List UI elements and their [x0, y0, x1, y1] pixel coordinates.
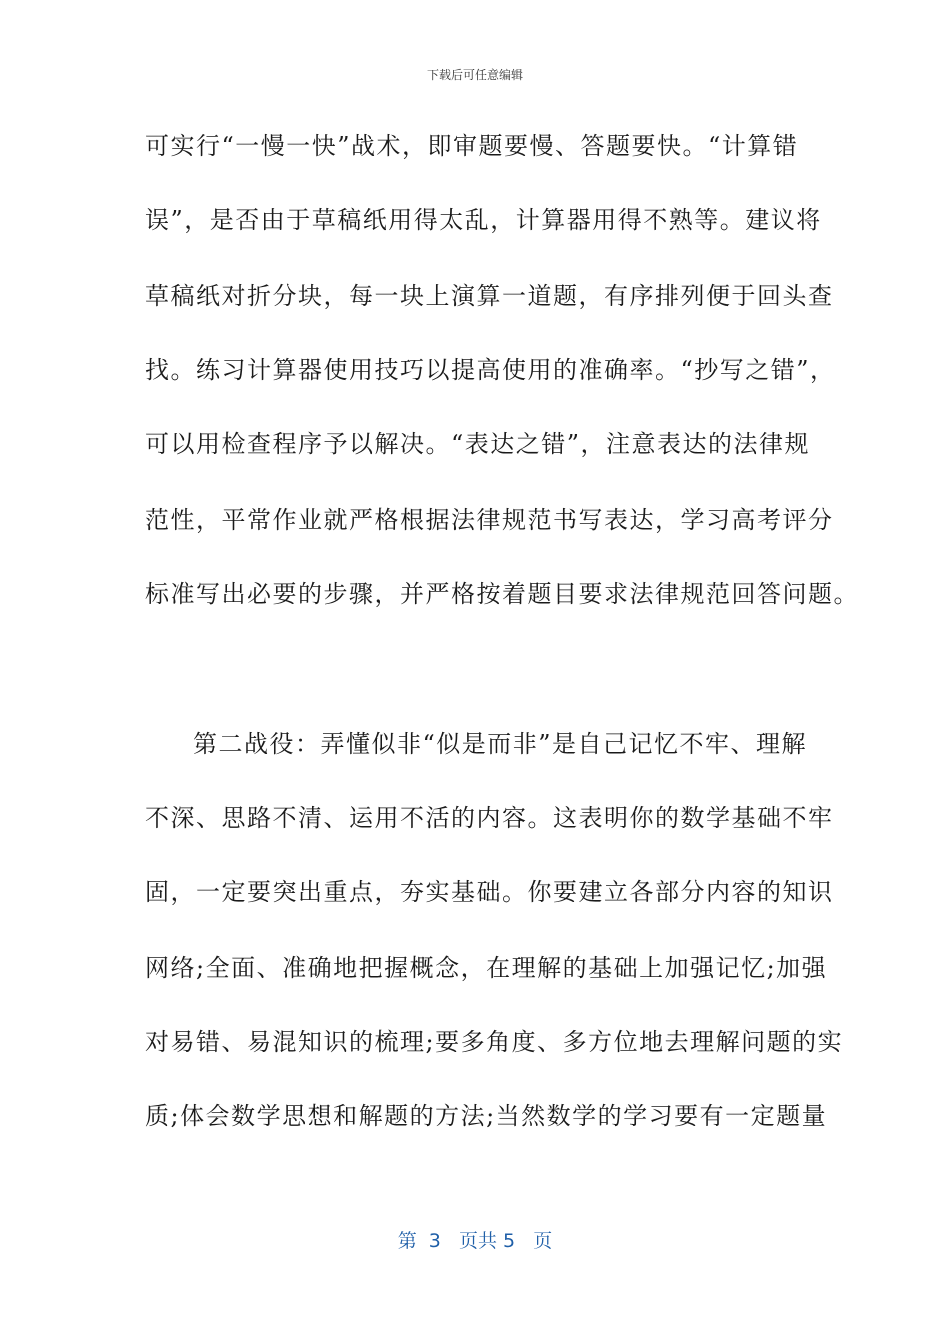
text-line: 误”，是否由于草稿纸用得太乱，计算器用得不熟等。建议将	[145, 206, 822, 234]
text-line: 网络;全面、准确地把握概念，在理解的基础上加强记忆;加强	[145, 954, 828, 982]
text-line: 可以用检查程序予以解决。“表达之错”，注意表达的法律规	[145, 430, 811, 458]
text-line: 草稿纸对折分块，每一块上演算一道题，有序排列便于回头查	[145, 282, 834, 310]
text-line: 范性，平常作业就严格根据法律规范书写表达，学习高考评分	[145, 506, 834, 534]
text-line: 对易错、易混知识的梳理;要多角度、多方位地去理解问题的实	[145, 1028, 844, 1056]
text-line: 质;体会数学思想和解题的方法;当然数学的学习要有一定题量	[145, 1102, 828, 1130]
text-line: 可实行“一慢一快”战术，即审题要慢、答题要快。“计算错	[145, 132, 799, 160]
text-line: 第二战役：弄懂似非“似是而非”是自己记忆不牢、理解	[193, 730, 808, 758]
text-line: 找。练习计算器使用技巧以提高使用的准确率。“抄写之错”，	[145, 356, 836, 384]
download-note: 下载后可任意编辑	[426, 68, 523, 82]
text-line: 标准写出必要的步骤，并严格按着题目要求法律规范回答问题。	[145, 580, 859, 608]
page-number: 第 3 页共 5 页	[397, 1230, 553, 1252]
text-line: 固，一定要突出重点，夯实基础。你要建立各部分内容的知识	[145, 878, 834, 906]
text-line: 不深、思路不清、运用不活的内容。这表明你的数学基础不牢	[145, 804, 834, 832]
